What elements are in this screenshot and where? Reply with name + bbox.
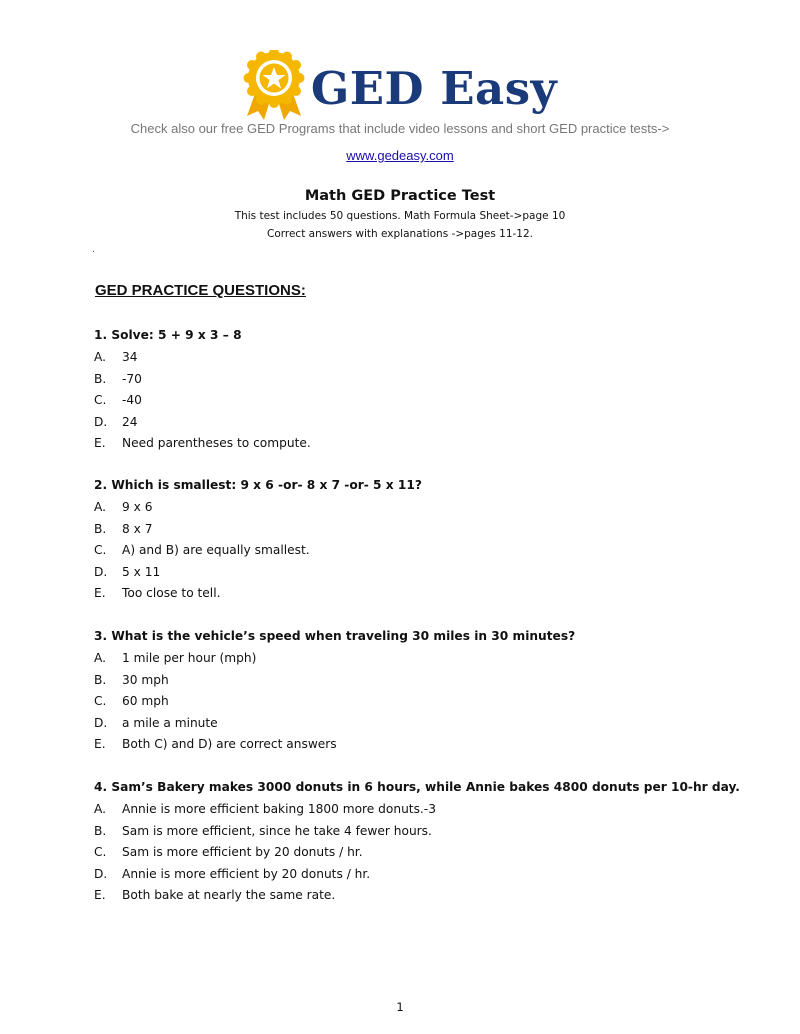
answer-option-c [94,842,734,864]
option-letter: A. [94,651,106,665]
option-letter: D. [94,414,108,429]
option-letter: B. [94,521,107,536]
option-text: A) and B) are equally smallest. [122,543,310,558]
option-letter: E. [94,586,106,601]
option-text: 1 mile per hour (mph) [122,651,257,665]
answer-option-d [94,864,734,886]
option-letter: C. [94,393,107,408]
option-letter: B. [94,371,107,386]
option-text: Both C) and D) are correct answers [122,737,337,752]
question-stem: 4. Sam’s Bakery makes 3000 donuts in 6 hours, while Annie bakes 4800 donuts per 10-hr day. [94,780,740,794]
option-letter: E. [94,888,106,903]
option-letter: B. [94,672,107,687]
option-text: Sam is more efficient by 20 donuts / hr. [122,845,363,860]
question-1 [94,324,734,455]
option-text: 60 mph [122,694,169,709]
answer-option-a [94,347,734,369]
option-letter: C. [94,694,107,709]
option-text: Annie is more efficient by 20 donuts / hr. [122,866,371,881]
answer-option-d [94,562,734,584]
answer-option-e [94,433,734,455]
site-link[interactable]: www.gedeasy.com [346,148,454,163]
option-text: 24 [122,414,138,429]
answer-option-e [94,583,734,605]
answer-option-d [94,713,734,735]
test-info-line-1: This test includes 50 questions. Math Formula Sheet->page 10 [234,210,566,222]
page-number: 1 [396,1000,404,1014]
option-letter: B. [94,823,107,838]
answer-option-e [94,734,734,756]
option-letter: A. [94,802,106,816]
option-text: a mile a minute [122,715,218,730]
section-heading: GED PRACTICE QUESTIONS: [95,282,306,299]
brand-logo [0,46,800,126]
option-letter: E. [94,737,106,752]
option-letter: D. [94,715,108,730]
answer-option-a [94,497,734,519]
option-text: 30 mph [122,672,169,687]
answer-option-a [94,648,734,670]
page-title: Math GED Practice Test [304,188,496,204]
test-info-line-2: Correct answers with explanations ->pages 11-12. [267,228,533,240]
option-text: Need parentheses to compute. [122,436,311,451]
option-text: Both bake at nearly the same rate. [122,888,336,903]
option-text: -70 [122,371,142,386]
answer-option-c [94,691,734,713]
answer-option-c [94,390,734,412]
option-letter: D. [94,564,108,579]
option-letter: C. [94,845,107,860]
option-text: 5 x 11 [122,564,161,579]
option-letter: A. [94,350,106,364]
answer-option-b [94,519,734,541]
option-text: 34 [122,350,138,364]
site-link-container [0,148,800,163]
option-letter: A. [94,500,106,514]
stray-mark: . [92,244,95,255]
question-2 [94,474,734,605]
option-text: 8 x 7 [122,521,153,536]
option-letter: D. [94,866,108,881]
answer-option-b [94,369,734,391]
award-ribbon-icon [243,50,305,122]
question-4 [94,776,740,907]
question-3 [94,625,734,756]
answer-option-a [94,799,734,821]
promo-text: Check also our free GED Programs that include video lessons and short GED practice tests-> [130,121,670,136]
option-text: Too close to tell. [122,586,221,601]
answer-option-b [94,821,734,843]
option-letter: C. [94,543,107,558]
option-letter: E. [94,436,106,451]
option-text: 9 x 6 [122,500,153,514]
answer-option-b [94,670,734,692]
option-text: -40 [122,393,142,408]
answer-option-c [94,540,734,562]
answer-option-d [94,412,734,434]
answer-option-e [94,885,734,907]
option-text: Annie is more efficient baking 1800 more donuts.-3 [122,802,436,816]
option-text: Sam is more efficient, since he take 4 fewer hours. [122,823,432,838]
question-stem: 2. Which is smallest: 9 x 6 -or- 8 x 7 -or- 5 x 11? [94,478,422,492]
question-stem: 1. Solve: 5 + 9 x 3 – 8 [94,328,242,342]
brand-name: GED Easy [310,61,558,115]
question-stem: 3. What is the vehicle’s speed when traveling 30 miles in 30 minutes? [94,629,576,643]
